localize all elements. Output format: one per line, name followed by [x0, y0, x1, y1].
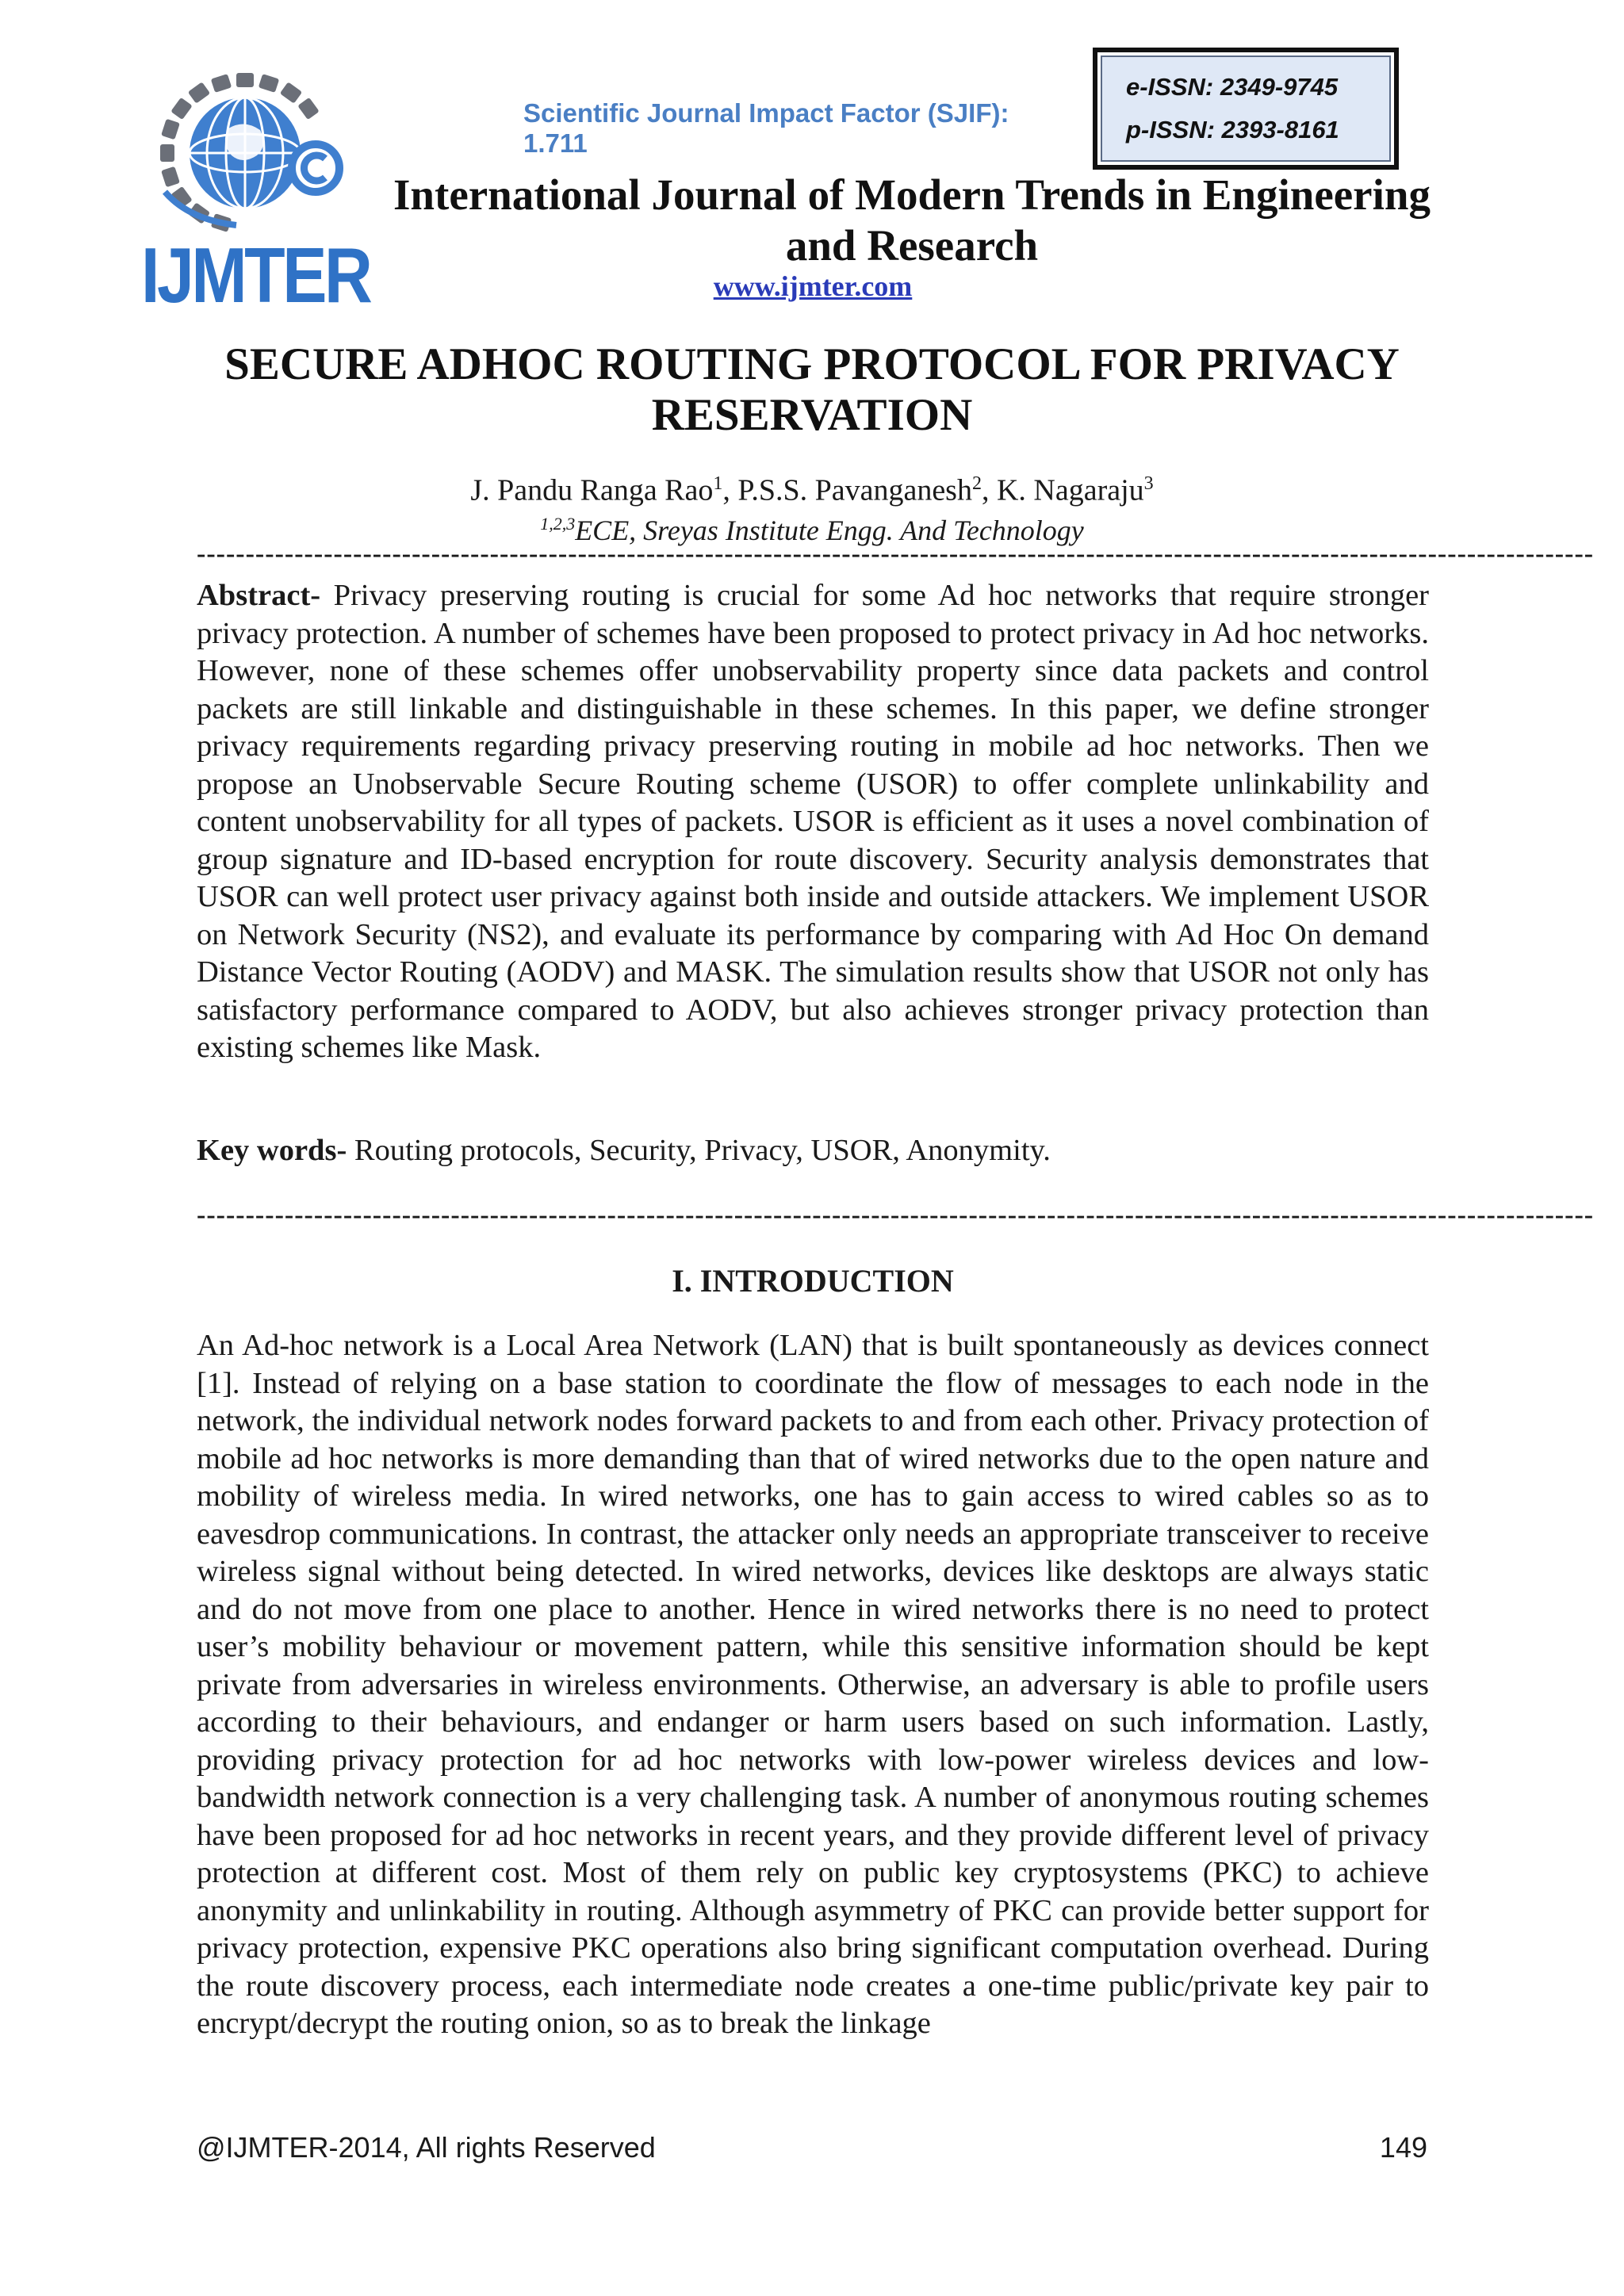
pissn: p-ISSN: 2393-8161	[1126, 116, 1339, 144]
abstract-text: Privacy preserving routing is crucial for some Ad hoc networks that require stronger privacy protection. A number of schemes have been proposed to protect privacy in Ad hoc networks. However, none of these schemes offer unobservability property since data packets and control packets are still linkable and distinguishable in these schemes. In this paper, we define stronger privacy requirements regarding privacy preserving routing in mobile ad hoc networks. Then we propose an Unobservable Secure Routing scheme (USOR) to offer complete unlinkability and content unobservability for all types of packets. USOR is efficient as it uses a novel combination of group signature and ID-based encryption for route discovery. Security analysis demonstrates that USOR can well protect user privacy against both inside and outside attackers. We implement USOR on Network Security (NS2), and evaluate its performance by comparing with Ad Hoc On demand Distance Vector Routing (AODV) and MASK. The simulation results show that USOR not only has satisfactory performance compared to AODV, but also achieves stronger privacy protection than existing schemes like Mask.	[197, 579, 1429, 1064]
paper-title: SECURE ADHOC ROUTING PROTOCOL FOR PRIVACY RESERVATION	[224, 339, 1400, 440]
section-heading-introduction: I. INTRODUCTION	[672, 1263, 954, 1299]
author-name: P.S.S. Pavanganesh	[737, 473, 972, 507]
abstract-label: Abstract-	[197, 579, 321, 612]
footer-copyright: @IJMTER-2014, All rights Reserved	[197, 2131, 656, 2164]
keywords-text: Routing protocols, Security, Privacy, USOR, Anonymity.	[354, 1134, 1051, 1167]
journal-logo	[141, 73, 370, 319]
logo-text: IJMTER	[141, 232, 370, 319]
affiliation-text: ECE, Sreyas Institute Engg. And Technology	[575, 515, 1084, 546]
introduction-text: An Ad-hoc network is a Local Area Network (LAN) that is built spontaneously as devices connect [1]. Instead of relying on a base station to coordinate the flow of messages to each node in the network, the individual network nodes forward packets to and from each other. Privacy protection of mobile ad hoc networks is more demanding than that of wired networks due to the open nature and mobility of wireless media. In wired networks, one has to gain access to wired cables so as to eavesdrop communications. In contrast, the attacker only needs an appropriate transceiver to receive wireless signal without being detected. In wired networks, devices like desktops are always static and do not move from one place to another. Hence in wired networks there is no need to protect user’s mobility behaviour or movement pattern, while this sensitive information should be kept private from adversaries in wireless environments. Otherwise, an adversary is able to profile users according to their behaviours, and endanger or harm users based on such information. Lastly, providing privacy protection for ad hoc networks with low-power wireless devices and low-bandwidth network connection is a very challenging task. A number of anonymous routing schemes have been proposed for ad hoc networks in recent years, and they provide different level of privacy protection at different cost. Most of them rely on public key cryptosystems (PKC) to achieve anonymity and unlinkability in routing. Although asymmetry of PKC can provide better support for privacy protection, expensive PKC operations also bring significant computation overhead. During the route discovery process, each intermediate node creates a one-time public/private key pair to encrypt/decrypt the routing onion, so as to break the linkage	[197, 1329, 1429, 2040]
page-number: 149	[1379, 2131, 1427, 2164]
affiliation-sup: 1,2,3	[540, 514, 576, 534]
keywords-label: Key words-	[197, 1134, 347, 1167]
keywords	[197, 1132, 1429, 1170]
separator-bottom: -----------------------------------------------------------------------------------------------------------------------------------------------	[197, 1200, 1595, 1230]
author-sup: 1	[713, 473, 723, 494]
author-name: J. Pandu Ranga Rao	[470, 473, 714, 507]
impact-factor: Scientific Journal Impact Factor (SJIF): 1.711	[523, 98, 1009, 158]
issn-box	[1093, 48, 1399, 170]
author-sup: 3	[1143, 473, 1154, 494]
journal-url-link[interactable]: www.ijmter.com	[713, 270, 913, 302]
abstract	[197, 577, 1429, 1067]
issn-inner	[1101, 55, 1391, 162]
separator-top: -----------------------------------------------------------------------------------------------------------------------------------------------	[197, 539, 1595, 568]
eissn: e-ISSN: 2349-9745	[1126, 73, 1339, 101]
author-name: K. Nagaraju	[996, 473, 1144, 507]
author-sup: 2	[971, 473, 982, 494]
globe-logo-icon	[141, 73, 349, 239]
authors-line: J. Pandu Ranga Rao$^1$, P.S.S. Pavanganesh$^2$, K. Nagaraju$^3$	[470, 473, 1154, 507]
journal-title: International Journal of Modern Trends in Engineering and Research	[393, 170, 1431, 270]
